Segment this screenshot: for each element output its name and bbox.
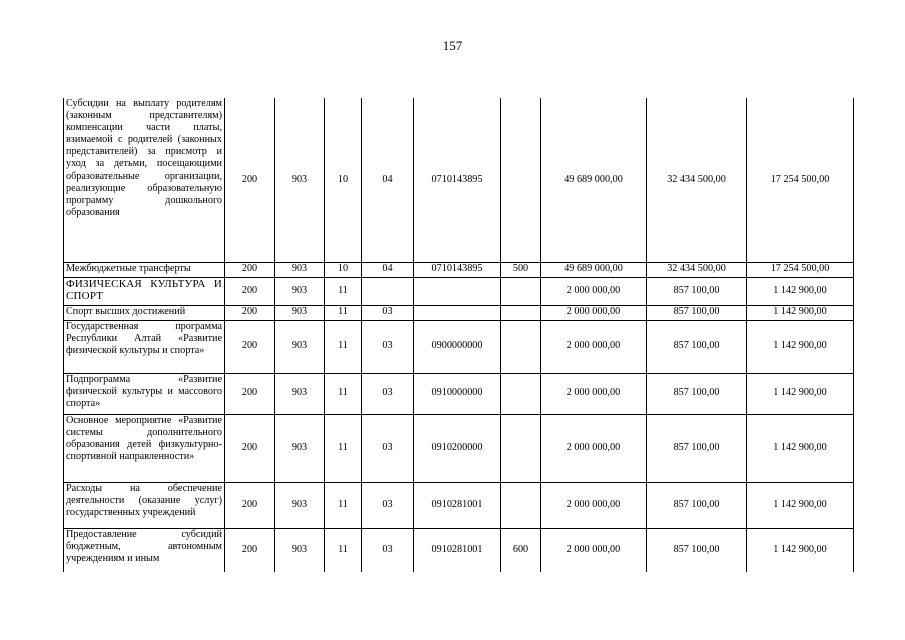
table-row: [64, 305, 854, 320]
cell-code-3: 11: [325, 482, 362, 528]
cell-code-4: 04: [362, 262, 414, 277]
cell-code-3: 11: [325, 414, 362, 482]
table-row: [64, 373, 854, 414]
cell-code-2: 903: [275, 414, 325, 482]
cell-code-4: [362, 277, 414, 305]
cell-value-3: 1 142 900,00: [747, 277, 854, 305]
table-row: [64, 98, 854, 262]
cell-value-2: 857 100,00: [647, 320, 747, 373]
cell-code-2: 903: [275, 262, 325, 277]
cell-code-1: 200: [225, 414, 275, 482]
cell-code-3: 11: [325, 305, 362, 320]
cell-code-5: 0710143895: [414, 262, 501, 277]
table-row: [64, 277, 854, 305]
cell-code-6: [501, 373, 541, 414]
row-name: Подпрограмма «Развитие физической культуры и массового спорта»: [64, 373, 225, 414]
cell-code-5: 0910000000: [414, 373, 501, 414]
cell-value-3: 17 254 500,00: [747, 98, 854, 262]
cell-code-4: 03: [362, 373, 414, 414]
cell-code-1: 200: [225, 320, 275, 373]
cell-code-6: [501, 277, 541, 305]
table-row: [64, 414, 854, 482]
cell-value-3: 1 142 900,00: [747, 482, 854, 528]
cell-code-4: 04: [362, 98, 414, 262]
cell-value-2: 32 434 500,00: [647, 98, 747, 262]
cell-code-6: 500: [501, 262, 541, 277]
cell-code-3: 11: [325, 528, 362, 572]
cell-code-1: 200: [225, 277, 275, 305]
table-row: [64, 320, 854, 373]
cell-code-5: 0900000000: [414, 320, 501, 373]
cell-value-3: 1 142 900,00: [747, 305, 854, 320]
budget-table: [63, 98, 854, 572]
cell-code-2: 903: [275, 277, 325, 305]
cell-code-2: 903: [275, 482, 325, 528]
row-name: ФИЗИЧЕСКАЯ КУЛЬТУРА И СПОРТ: [64, 277, 225, 305]
cell-code-3: 11: [325, 277, 362, 305]
row-name: Основное мероприятие «Развитие системы дополнительного образования детей физкультурно-спортивной направленности»: [64, 414, 225, 482]
cell-value-1: 49 689 000,00: [541, 98, 647, 262]
cell-value-1: 2 000 000,00: [541, 414, 647, 482]
table-row: [64, 482, 854, 528]
cell-value-1: 49 689 000,00: [541, 262, 647, 277]
cell-code-4: 03: [362, 528, 414, 572]
cell-code-6: [501, 98, 541, 262]
cell-code-4: 03: [362, 320, 414, 373]
cell-code-5: 0910281001: [414, 482, 501, 528]
cell-value-2: 32 434 500,00: [647, 262, 747, 277]
cell-code-1: 200: [225, 482, 275, 528]
cell-code-1: 200: [225, 305, 275, 320]
cell-code-1: 200: [225, 528, 275, 572]
cell-code-3: 10: [325, 98, 362, 262]
cell-code-6: [501, 305, 541, 320]
cell-code-5: 0710143895: [414, 98, 501, 262]
cell-code-4: 03: [362, 482, 414, 528]
cell-value-3: 1 142 900,00: [747, 320, 854, 373]
cell-code-2: 903: [275, 98, 325, 262]
cell-value-2: 857 100,00: [647, 528, 747, 572]
cell-value-3: 1 142 900,00: [747, 528, 854, 572]
cell-value-3: 17 254 500,00: [747, 262, 854, 277]
cell-code-6: [501, 320, 541, 373]
cell-value-2: 857 100,00: [647, 277, 747, 305]
cell-code-1: 200: [225, 98, 275, 262]
table-row: [64, 262, 854, 277]
row-name: Спорт высших достижений: [64, 305, 225, 320]
row-name: Государственная программа Республики Алтай «Развитие физической культуры и спорта»: [64, 320, 225, 373]
cell-code-5: [414, 277, 501, 305]
cell-code-2: 903: [275, 305, 325, 320]
cell-value-2: 857 100,00: [647, 305, 747, 320]
cell-value-1: 2 000 000,00: [541, 320, 647, 373]
cell-value-2: 857 100,00: [647, 482, 747, 528]
cell-value-1: 2 000 000,00: [541, 482, 647, 528]
cell-code-3: 11: [325, 373, 362, 414]
cell-value-1: 2 000 000,00: [541, 305, 647, 320]
cell-value-3: 1 142 900,00: [747, 414, 854, 482]
cell-code-1: 200: [225, 262, 275, 277]
row-name: Предоставление субсидий бюджетным, автономным учреждениям и иным: [64, 528, 225, 572]
row-name: Межбюджетные трансферты: [64, 262, 225, 277]
cell-code-6: 600: [501, 528, 541, 572]
cell-value-2: 857 100,00: [647, 373, 747, 414]
cell-value-1: 2 000 000,00: [541, 277, 647, 305]
cell-code-3: 11: [325, 320, 362, 373]
cell-code-6: [501, 482, 541, 528]
cell-code-5: 0910281001: [414, 528, 501, 572]
cell-code-3: 10: [325, 262, 362, 277]
cell-code-6: [501, 414, 541, 482]
row-name: Субсидии на выплату родителям (законным представителям) компенсации части платы, взимаемой с родителей (законных представителей) за присмотр и уход за детьми, посещающими образовательные организации, реализующие образовательную программу дошкольного образования: [64, 98, 225, 262]
cell-code-5: [414, 305, 501, 320]
cell-code-4: 03: [362, 305, 414, 320]
row-name: Расходы на обеспечение деятельности (оказание услуг) государственных учреждений: [64, 482, 225, 528]
cell-value-1: 2 000 000,00: [541, 373, 647, 414]
page-number: 157: [442, 38, 463, 53]
cell-value-1: 2 000 000,00: [541, 528, 647, 572]
cell-code-5: 0910200000: [414, 414, 501, 482]
cell-code-2: 903: [275, 373, 325, 414]
table-row: [64, 528, 854, 572]
cell-code-4: 03: [362, 414, 414, 482]
cell-value-2: 857 100,00: [647, 414, 747, 482]
cell-code-2: 903: [275, 528, 325, 572]
cell-value-3: 1 142 900,00: [747, 373, 854, 414]
cell-code-2: 903: [275, 320, 325, 373]
cell-code-1: 200: [225, 373, 275, 414]
